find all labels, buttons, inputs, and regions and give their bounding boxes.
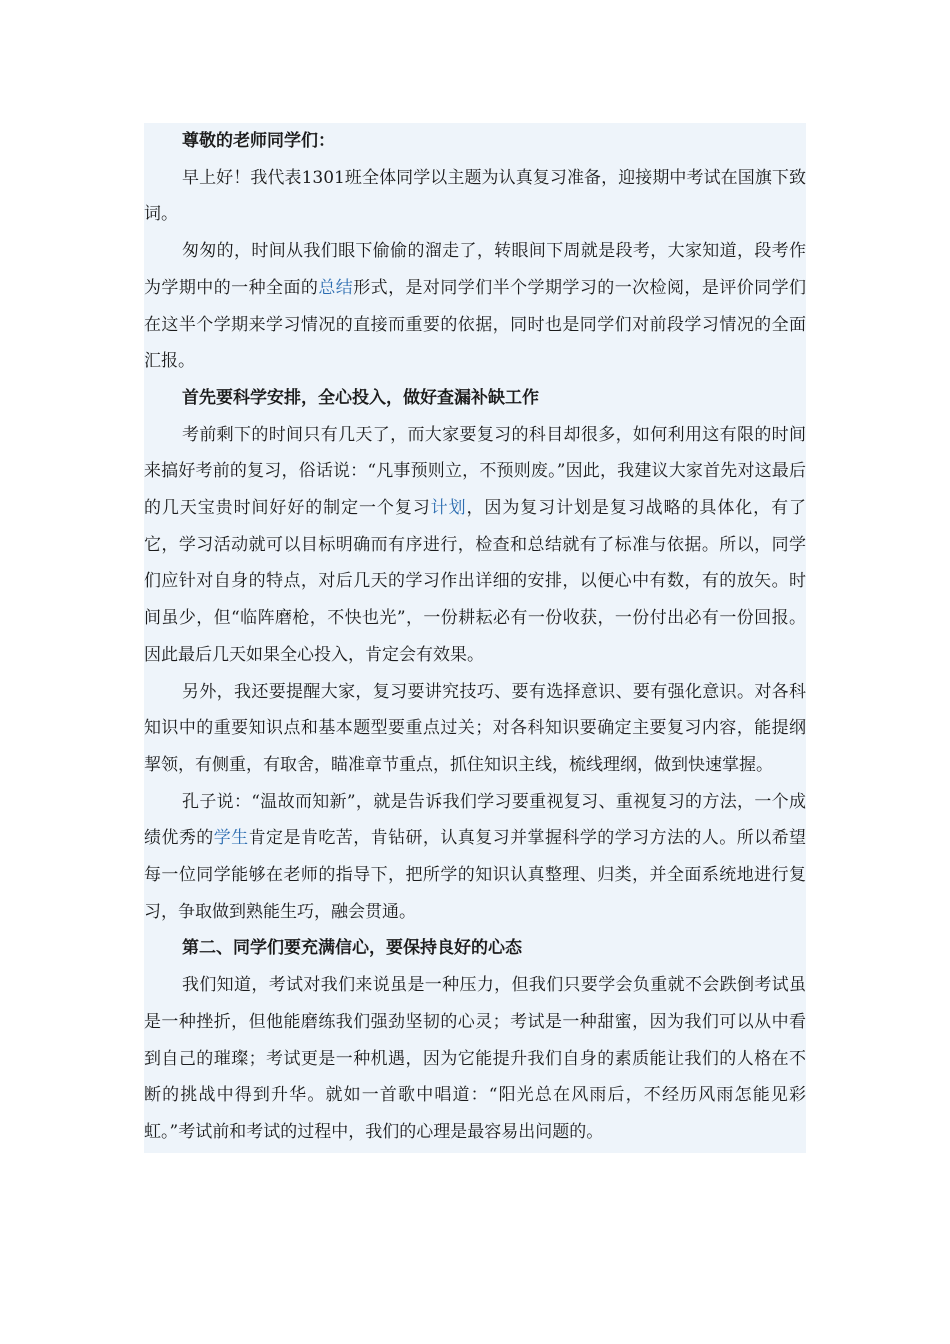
section-heading-1: 首先要科学安排，全心投入，做好查漏补缺工作 xyxy=(182,387,539,408)
paragraph-confucius-text-b: 肯定是肯吃苦，肯钻研，认真复习并掌握科学的学习方法的人。所以希望每一位同学能够在老师的指导下，把所学的知识认真整理、归类，并全面系统地进行复习，争取做到熟能生巧，融会贯通。 xyxy=(144,828,807,922)
paragraph-confucius-text-a: 孔子说：“温故而知新”，就是告诉我们学习要重视复习、重视复习的方法，一个成绩优秀的 xyxy=(144,791,806,849)
link-plan[interactable]: 计划 xyxy=(430,498,467,519)
link-student[interactable]: 学生 xyxy=(213,828,249,849)
paragraph-intro-text-b: 形式，是对同学们半个学期学习的一次检阅，是评价同学们在这半个学期来学习情况的直接而重要的依据，同时也是同学们对前段学习情况的全面汇报。 xyxy=(144,277,807,372)
paragraph-confucius xyxy=(144,784,806,931)
section-heading-2: 第二、同学们要充满信心，要保持良好的心态 xyxy=(182,938,522,959)
paragraph-plan-text-a: 考前剩下的时间只有几天了，而大家要复习的科目却很多，如何利用这有限的时间来搞好考前的复习，俗话说：“凡事预则立，不预则废。”因此，我建议大家首先对这最后的几天宝贵时间好好的制定一个复习 xyxy=(144,424,806,519)
salutation: 尊敬的老师同学们： xyxy=(182,131,335,151)
paragraph-intro-text-a: 匆匆的，时间从我们眼下偷偷的溜走了，转眼间下周就是段考，大家知道，段考作为学期中的一种全面的 xyxy=(144,241,806,298)
paragraph-greeting: 早上好！我代表1301班全体同学以主题为认真复习准备，迎接期中考试在国旗下致词。 xyxy=(144,167,806,225)
link-summary[interactable]: 总结 xyxy=(318,277,354,298)
document-body xyxy=(144,123,806,1153)
paragraph-mindset: 我们知道，考试对我们来说虽是一种压力，但我们只要学会负重就不会跌倒考试虽是一种挫折，但他能磨练我们强劲坚韧的心灵；考试是一种甜蜜，因为我们可以从中看到自己的璀璨；考试更是一种机遇，因为它能提升我们自身的素质能让我们的人格在不断的挑战中得到升华。就如一首歌中唱道：“阳光总在风雨后，不经历风雨怎能见彩虹。”考试前和考试的过程中，我们的心理是最容易出问题的。 xyxy=(144,975,806,1142)
paragraph-plan xyxy=(144,417,806,674)
paragraph-plan-text-b: ，因为复习计划是复习战略的具体化，有了它，学习活动就可以目标明确而有序进行，检查和总结就有了标准与依据。所以，同学们应针对自身的特点，对后几天的学习作出详细的安排，以便心中有数，有的放矢。时间虽少，但“临阵磨枪，不快也光”，一份耕耘必有一份收获，一份付出必有一份回报。因此最后几天如果全心投入，肯定会有效果。 xyxy=(144,498,807,665)
paragraph-intro xyxy=(144,233,806,380)
paragraph-technique: 另外，我还要提醒大家，复习要讲究技巧、要有选择意识、要有强化意识。对各科知识中的重要知识点和基本题型要重点过关；对各科知识要确定主要复习内容，能提纲挈领，有侧重，有取舍，瞄准章节重点，抓住知识主线，梳线理纲，做到快速掌握。 xyxy=(144,681,806,775)
